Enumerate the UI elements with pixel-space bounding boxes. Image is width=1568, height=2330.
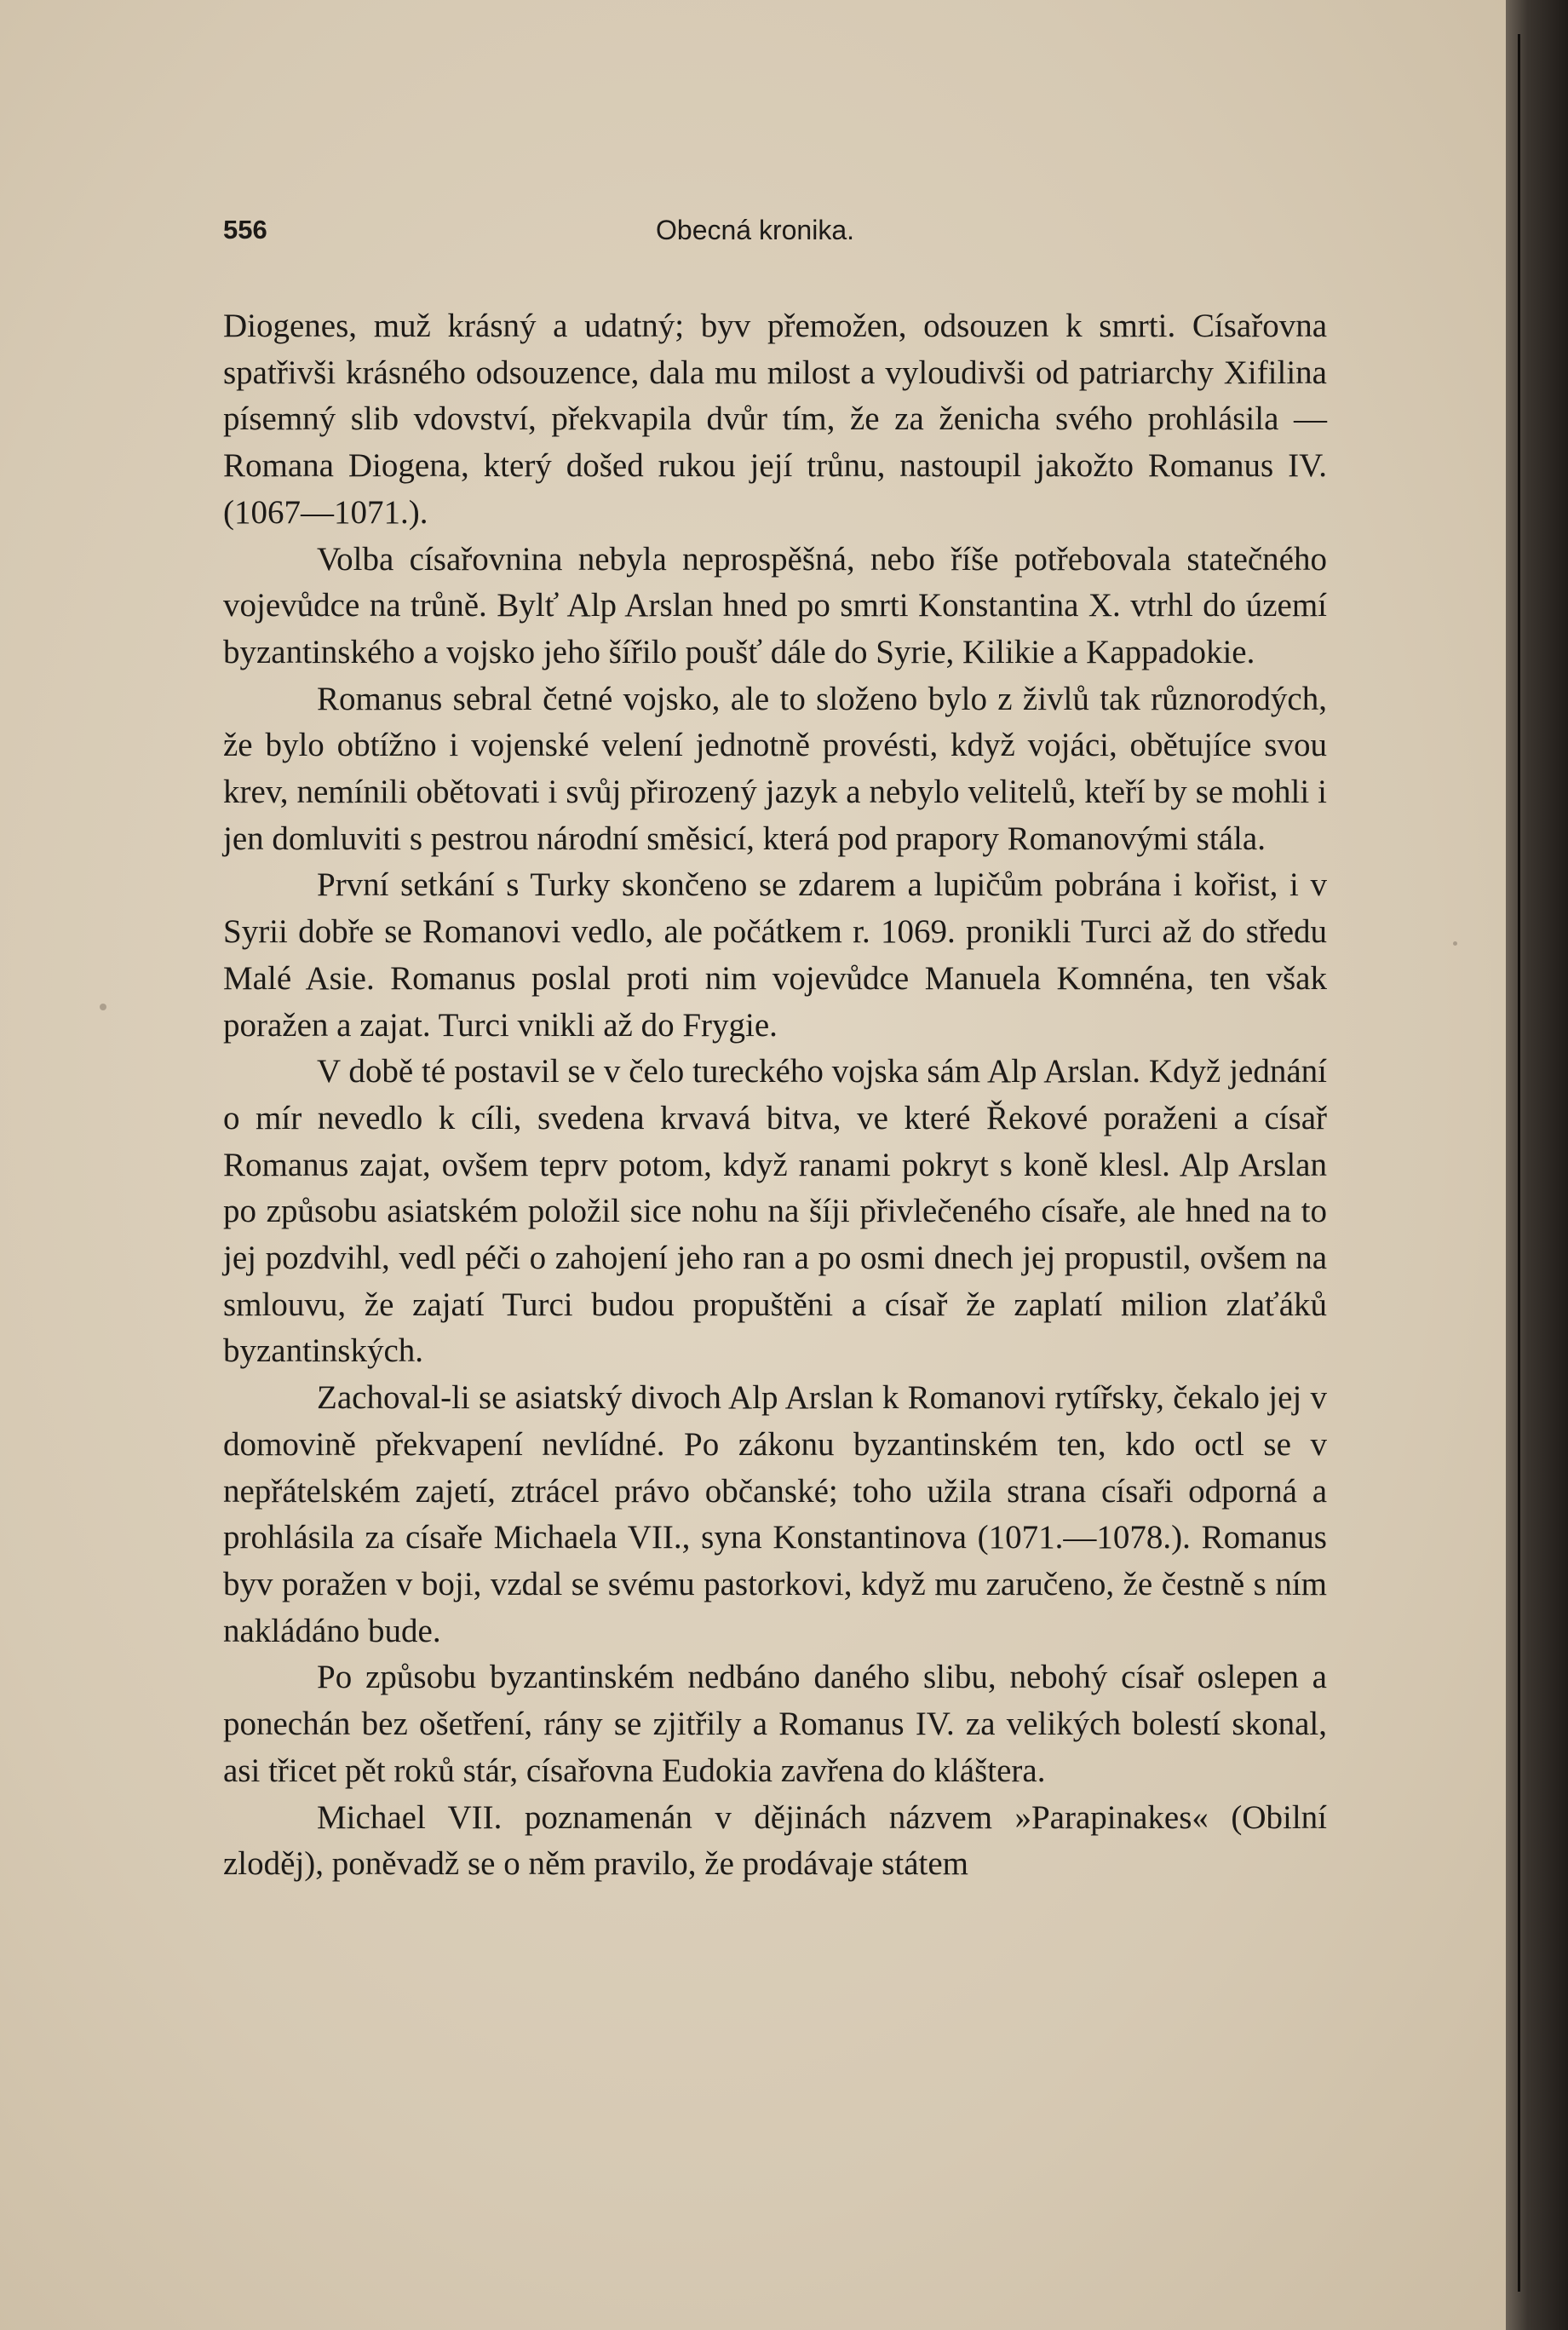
- paragraph-5: V době té postavil se v čelo tureckého vojska sám Alp Arslan. Když jednání o mír nevedlo k cíli, svedena krvavá bitva, ve které Řekové poraženi a císař Romanus zajat, ovšem teprv potom, když ranami pokryt s koně klesl. Alp Arslan po způsobu asiatském položil sice nohu na šíji přivlečeného císaře, ale hned na to jej pozdvihl, vedl péči o zahojení jeho ran a po osmi dnech jej propustil, ovšem na smlouvu, že zajatí Turci budou propuštěni a císař že zaplatí milion zlaťáků byzantinských.: [223, 1053, 1327, 1370]
- running-title: Obecná kronika.: [656, 215, 855, 245]
- paragraph-1: Diogenes, muž krásný a udatný; byv přemožen, odsouzen k smrti. Císařovna spatřivši krásného odsouzence, dala mu milost a vyloudivši od patriarchy Xifilina písemný slib vdovství, překvapila dvůr tím, že za ženicha svého prohlásila — Romana Diogena, který došed rukou její trůnu, nastoupil jakožto Romanus IV. (1067—1071.).: [223, 308, 1327, 531]
- paragraph-6: Zachoval-li se asiatský divoch Alp Arslan k Romanovi rytířsky, čekalo jej v domovině překvapení nevlídné. Po zákonu byzantinském ten, kdo octl se v nepřátelském zajetí, ztrácel právo občanské; toho užila strana císaři odporná a prohlásila za císaře Michaela VII., syna Konstantinova (1071.—1078.). Romanus byv poražen v boji, vzdal se svému pastorkovi, když mu zaručeno, že čestně s ním nakládáno bude.: [223, 1379, 1327, 1649]
- paragraph-3: Romanus sebral četné vojsko, ale to složeno bylo z živlů tak různorodých, že bylo obtížno i vojenské velení jednotně provésti, když vojáci, obětujíce svou krev, nemínili obětovati i svůj přirozený jazyk a nebylo velitelů, kteří by se mohli i jen domluviti s pestrou národní směsicí, která pod prapory Romanovými stála.: [223, 680, 1327, 857]
- book-gutter: [1506, 0, 1568, 2330]
- page-number: 556: [223, 215, 267, 245]
- paragraph-7: Po způsobu byzantinském nedbáno daného slibu, nebohý císař oslepen a ponechán bez ošetření, rány se zjitřily a Romanus IV. za velikých bolestí skonal, asi třicet pět roků stár, císařovna Eudokia zavřena do kláštera.: [223, 1659, 1327, 1789]
- paper-spot: [100, 1004, 106, 1010]
- paragraph-4: První setkání s Turky skončeno se zdarem a lupičům pobrána i kořist, i v Syrii dobře se Romanovi vedlo, ale počátkem r. 1069. pronikli Turci až do středu Malé Asie. Romanus poslal proti nim vojevůdce Manuela Komnéna, ten však poražen a zajat. Turci vnikli až do Frygie.: [223, 866, 1327, 1044]
- page-header: [223, 215, 1327, 257]
- paper-spot: [1453, 941, 1457, 946]
- paragraph-8: Michael VII. poznamenán v dějinách názvem »Parapinakes« (Obilní zloděj), poněvadž se o něm pravilo, že prodávaje státem: [223, 1798, 1327, 1883]
- body-text: [223, 303, 1327, 1888]
- gutter-edge: [1518, 34, 1520, 2292]
- paragraph-2: Volba císařovnina nebyla neprospěšná, nebo říše potřebovala statečného vojevůdce na trůně. Bylť Alp Arslan hned po smrti Konstantina X. vtrhl do území byzantinského a vojsko jeho šířilo poušť dále do Syrie, Kilikie a Kappadokie.: [223, 540, 1327, 670]
